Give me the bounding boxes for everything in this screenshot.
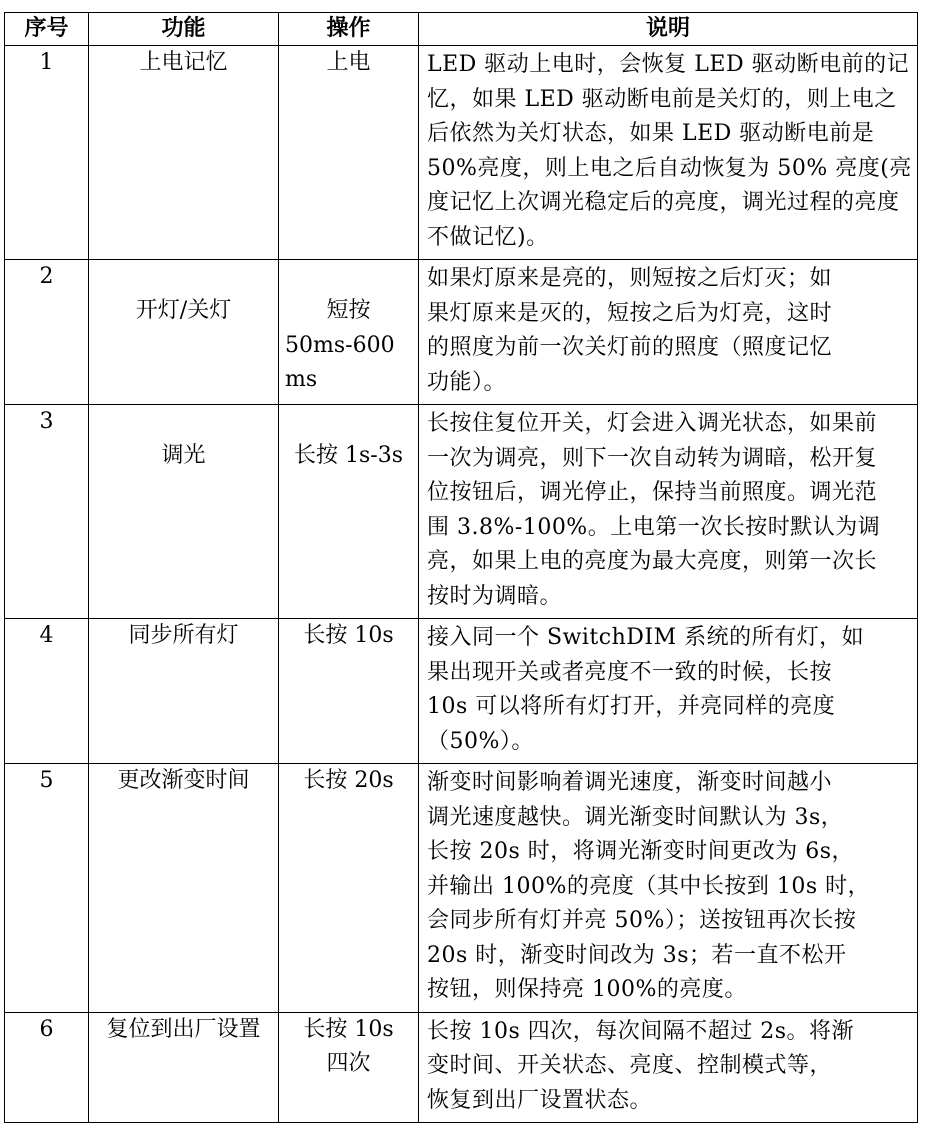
table-row [5,405,918,619]
row-operation [279,764,419,1013]
description-line: 并输出 100%的亮度（其中长按到 10s 时， [427,873,871,899]
row-description [419,46,918,260]
description-line: 度记忆上次调光稳定后的亮度，调光过程的亮度 [427,190,900,215]
operation-line: 四次 [326,1051,371,1076]
table-row [5,619,918,764]
row-function: 同步所有灯 [89,619,279,764]
description-line: 50%亮度，则上电之后自动恢复为 50% 亮度(亮 [427,155,912,181]
description-line: 果灯原来是灭的，短按之后为灯亮，这时 [427,300,833,326]
row-description [419,619,918,764]
operation-line: 长按 1s-3s [293,443,403,468]
operation-line: ms [285,367,318,392]
description-line: 按钮，则保持亮 100%的亮度。 [427,977,747,1002]
operation-line: 长按 10s [303,623,394,648]
row-number: 3 [5,405,89,619]
description-line: 如果灯原来是亮的，则短按之后灯灭；如 [427,266,833,291]
description-line: 调光速度越快。调光渐变时间默认为 3s， [427,804,844,830]
header-description: 说明 [419,13,918,46]
description-line: 位按钮后，调光停止，保持当前照度。调光范 [427,480,878,505]
table-row [5,764,918,1013]
row-operation [279,46,419,260]
row-function: 上电记忆 [89,46,279,260]
description-line: 长按 20s 时，将调光渐变时间更改为 6s， [427,839,855,864]
row-number: 4 [5,619,89,764]
description-line: 10s 可以将所有灯打开，并亮同样的亮度 [427,694,836,719]
row-function: 复位到出厂设置 [89,1012,279,1123]
description-line: （50%）。 [427,728,534,754]
description-line: 不做记忆)。 [427,224,549,250]
row-number: 5 [5,764,89,1013]
row-function: 更改渐变时间 [89,764,279,1013]
row-operation [279,405,419,619]
table-row [5,46,918,260]
description-line: 长按住复位开关，灯会进入调光状态，如果前 [427,411,878,436]
description-line: 变时间、开关状态、亮度、控制模式等， [427,1053,833,1078]
description-line: LED 驱动上电时，会恢复 LED 驱动断电前的记 [427,52,910,77]
header-number: 序号 [5,13,89,46]
row-operation [279,619,419,764]
row-description [419,260,918,405]
description-line: 接入同一个 SwitchDIM 系统的所有灯，如 [427,625,865,650]
description-line: 20s 时，渐变时间改为 3s；若一直不松开 [427,942,847,968]
description-line: 按时为调暗。 [427,583,563,609]
row-number: 1 [5,46,89,260]
operation-line: 短按 [326,298,371,323]
operation-line: 50ms-600 [285,332,395,358]
description-line: 亮，如果上电的亮度为最大亮度，则第一次长 [427,549,878,574]
operation-line: 上电 [326,50,371,75]
table-row [5,1012,918,1123]
header-operation: 操作 [279,13,419,46]
description-line: 功能）。 [427,369,507,395]
header-row [5,13,918,46]
operation-line: 长按 10s [303,1016,394,1042]
description-line: 恢复到出厂设置状态。 [427,1087,653,1113]
row-description [419,1012,918,1123]
description-line: 一次为调亮，则下一次自动转为调暗，松开复 [427,445,878,471]
row-description [419,405,918,619]
operation-line: 长按 20s [303,768,394,793]
row-operation [279,260,419,405]
row-number: 2 [5,260,89,405]
description-line: 长按 10s 四次，每次间隔不超过 2s。将渐 [427,1018,855,1044]
row-operation [279,1012,419,1123]
description-line: 果出现开关或者亮度不一致的时候，长按 [427,659,833,685]
header-function: 功能 [89,13,279,46]
row-function: 开灯/关灯 [89,260,279,405]
function-table [4,12,918,1123]
row-function: 调光 [89,405,279,619]
row-number: 6 [5,1012,89,1123]
row-description [419,764,918,1013]
description-line: 后依然为关灯状态，如果 LED 驱动断电前是 [427,121,875,146]
description-line: 渐变时间影响着调光速度，渐变时间越小 [427,770,833,795]
description-line: 围 3.8%-100%。上电第一次长按时默认为调 [427,514,881,540]
description-line: 忆，如果 LED 驱动断电前是关灯的，则上电之 [427,86,897,112]
description-line: 的照度为前一次关灯前的照度（照度记忆 [427,335,833,360]
table-row [5,260,918,405]
description-line: 会同步所有灯并亮 50%）；送按钮再次长按 [427,908,857,933]
